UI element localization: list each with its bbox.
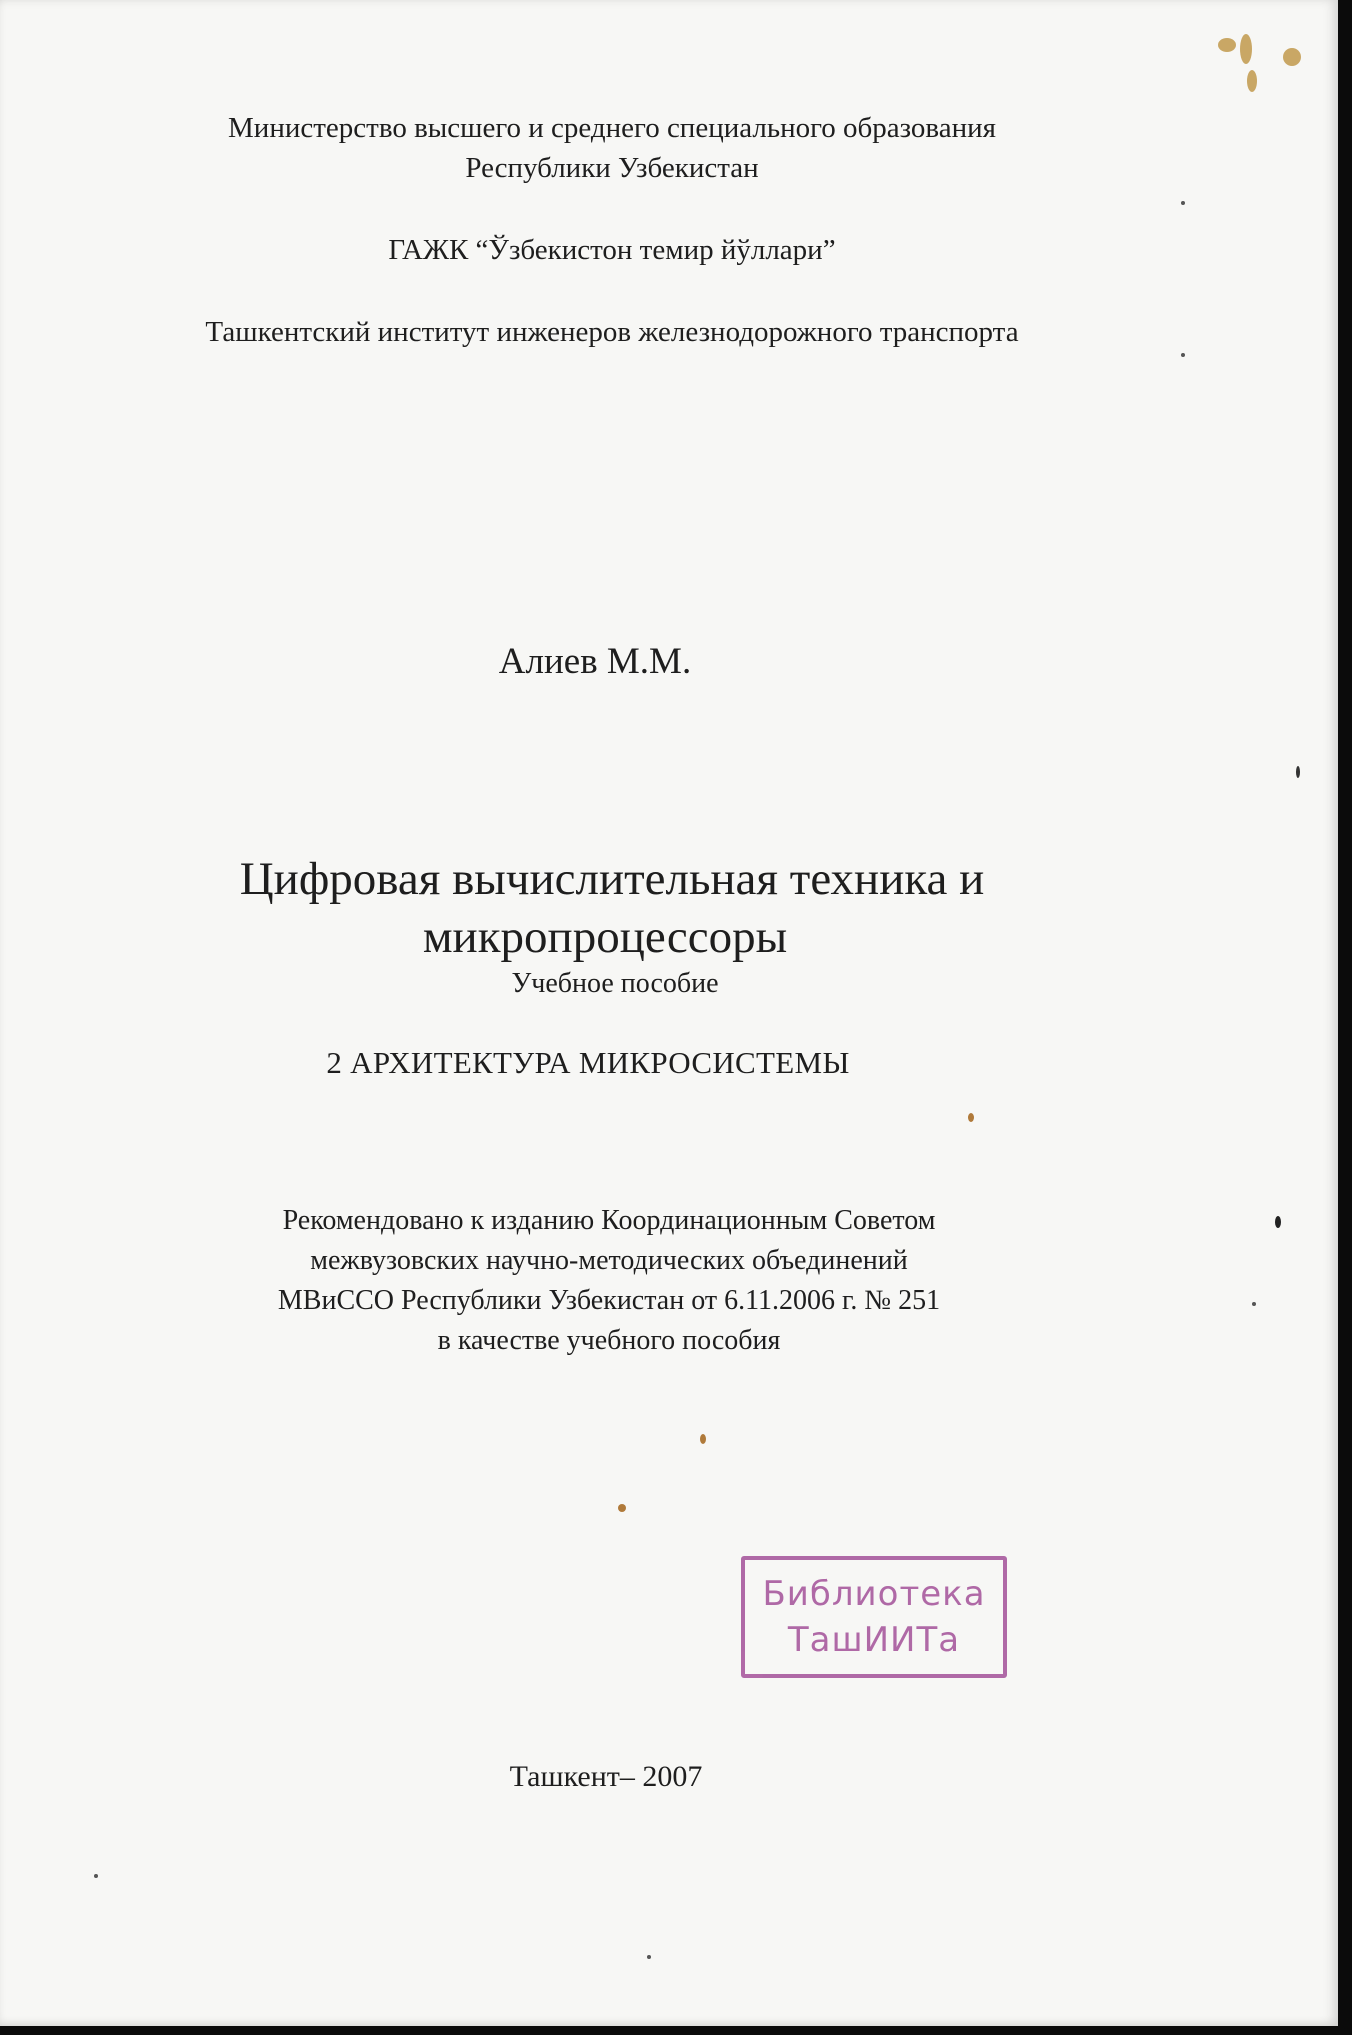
company-name: ГАЖК “Ўзбекистон темир йўллари”: [388, 234, 836, 266]
recommendation-line-3: МВиССО Республики Узбекистан от 6.11.2006 г. № 251: [277, 1285, 941, 1316]
chapter-title: 2 АРХИТЕКТУРА МИКРОСИСТЕМЫ: [326, 1045, 850, 1080]
author-name: Алиев М.М.: [498, 641, 692, 682]
book-title-line-1: Цифровая вычислительная техника и: [239, 853, 985, 905]
speck-mark: [1296, 766, 1300, 778]
speck-mark: [94, 1874, 98, 1878]
ministry-line-2: Республики Узбекистан: [465, 152, 759, 184]
book-title-line-2: микропроцессоры: [422, 911, 788, 963]
stain-mark: [1247, 70, 1257, 92]
speck-mark: [647, 1955, 651, 1959]
stain-mark: [1218, 38, 1236, 52]
speck-mark: [1275, 1216, 1281, 1228]
speck-mark: [968, 1113, 974, 1122]
recommendation-line-1: Рекомендовано к изданию Координационным Советом: [282, 1205, 936, 1236]
stain-mark: [1283, 48, 1301, 66]
speck-mark: [1181, 201, 1185, 205]
recommendation-line-4: в качестве учебного пособия: [437, 1325, 781, 1356]
speck-mark: [618, 1504, 626, 1512]
stamp-text-line-2: ТашИИТа: [787, 1620, 961, 1660]
book-subtitle: Учебное пособие: [511, 968, 719, 999]
speck-mark: [1252, 1302, 1256, 1306]
ministry-line-1: Министерство высшего и среднего специального образования: [228, 112, 996, 144]
speck-mark: [700, 1434, 706, 1444]
recommendation-line-2: межвузовских научно-методических объединений: [310, 1245, 908, 1276]
city-year: Ташкент– 2007: [509, 1760, 703, 1793]
stain-mark: [1240, 34, 1252, 64]
speck-mark: [1181, 353, 1185, 357]
library-stamp: [741, 1556, 1007, 1678]
institute-name: Ташкентский институт инженеров железнодорожного транспорта: [205, 316, 1019, 348]
stamp-text-line-1: Библиотека: [762, 1574, 986, 1614]
